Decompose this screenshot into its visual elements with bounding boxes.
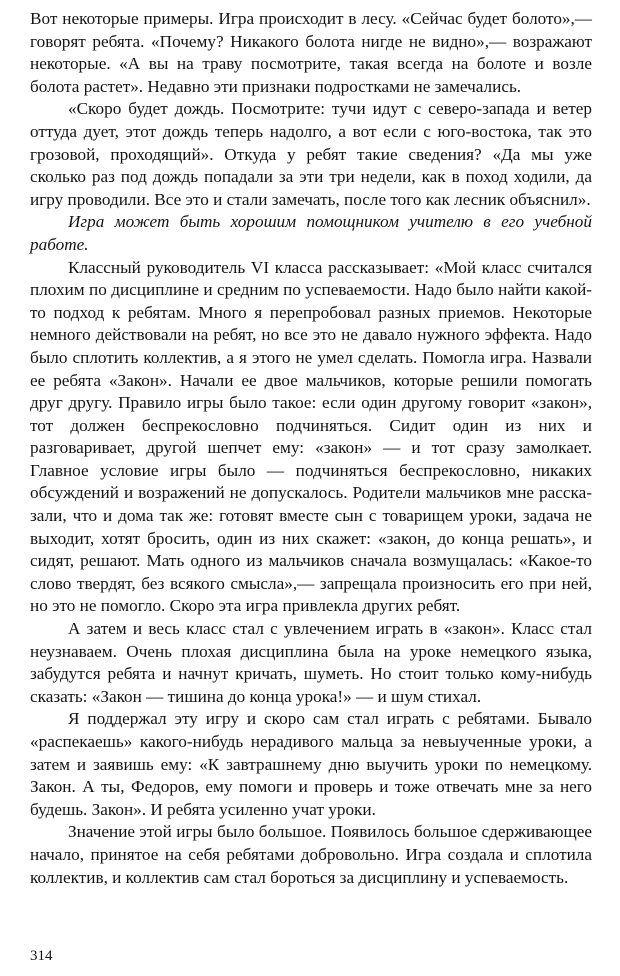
paragraph-4: Классный руководитель VI класса рассказывает: «Мой класс считался плохим по дисциплине и средним по успеваемости. Надо было найти какой-то подход к ребятам. Много я перепробовал разных приемов. Некоторые немного действовали на ребят, но все это не давало нужного эффекта. Надо было сплотить коллектив, а я этого не умел сделать. Помогла игра. Назвали ее ребята «Закон». Начали ее двое мальчиков, которые решили помогать друг другу. Правило игры было такое: если один другому говорит «закон», тот должен беспрекословно подчиняться. Сидит один из них и разговаривает, другой шепчет ему: «закон» — и тот сразу замолкает. Главное условие игры было — подчиняться беспрекословно, никаких обсуждений и возражений не допускалось. Родители мальчиков мне рассказали, что и дома так же: готовят вместе сын с товарищем уроки, задача не выходит, хотят бросить, один из них скажет: «закон, до конца решать», и сидят, решают. Мать одного из мальчиков сначала возмущалась: «Какое-то слово твердят, без всякого смысла»,— запрещала произносить его при ней, но это не помогло. Скоро эта игра привлекла других ребят. — [30, 257, 592, 616]
paragraph-3-italic: Игра может быть хорошим помощником учителю в его учебной работе. — [30, 212, 592, 254]
page-text — [30, 8, 592, 889]
paragraph-6: Я поддержал эту игру и скоро сам стал играть с ребятами. Бывало «распекаешь» какого-нибудь нерадивого мальца за невыученные уроки, а затем и заявишь ему: «К завтрашнему дню выучить уроки по немецкому. Закон. А ты, Федоров, ему помоги и проверь и тоже отвечать мне за него будешь. Закон». И ребята усиленно учат уроки. — [30, 709, 592, 819]
paragraph-7: Значение этой игры было большое. Появилось большое сдерживающее начало, принятое на себя ребятами добровольно. Игра создала и сплотила коллектив, и коллектив сам стал бороться за дисциплину и успеваемость. — [30, 822, 592, 887]
paragraph-5: А затем и весь класс стал с увлечением играть в «закон». Класс стал неузнаваем. Очень плохая дисциплина была на уроке немецкого языка, забудутся ребята и начнут кричать, шуметь. Но стоит только кому-нибудь сказать: «Закон — тишина до конца урока!» — и шум стихал. — [30, 619, 592, 706]
page-number: 314 — [30, 948, 53, 964]
paragraph-2: «Скоро будет дождь. Посмотрите: тучи идут с северо-запада и ветер оттуда дует, этот дождь теперь надолго, а вот если с юго-востока, так это грозовой, проходящий». Откуда у ребят такие сведения? «Да мы уже сколько раз под дождь попадали за эти три недели, как в поход ходили, да игру проводили. Все это и стали замечать, после того как лесник объяснил». — [30, 99, 592, 209]
paragraph-1: Вот некоторые примеры. Игра происходит в лесу. «Сейчас будет болото»,— говорят ребята. «Почему? Никакого болота нигде не видно»,— возражают некоторые. «А вы на траву посмотрите, такая всегда на болоте и возле болота растет». Недавно эти признаки подростками не замечались. — [30, 9, 592, 96]
